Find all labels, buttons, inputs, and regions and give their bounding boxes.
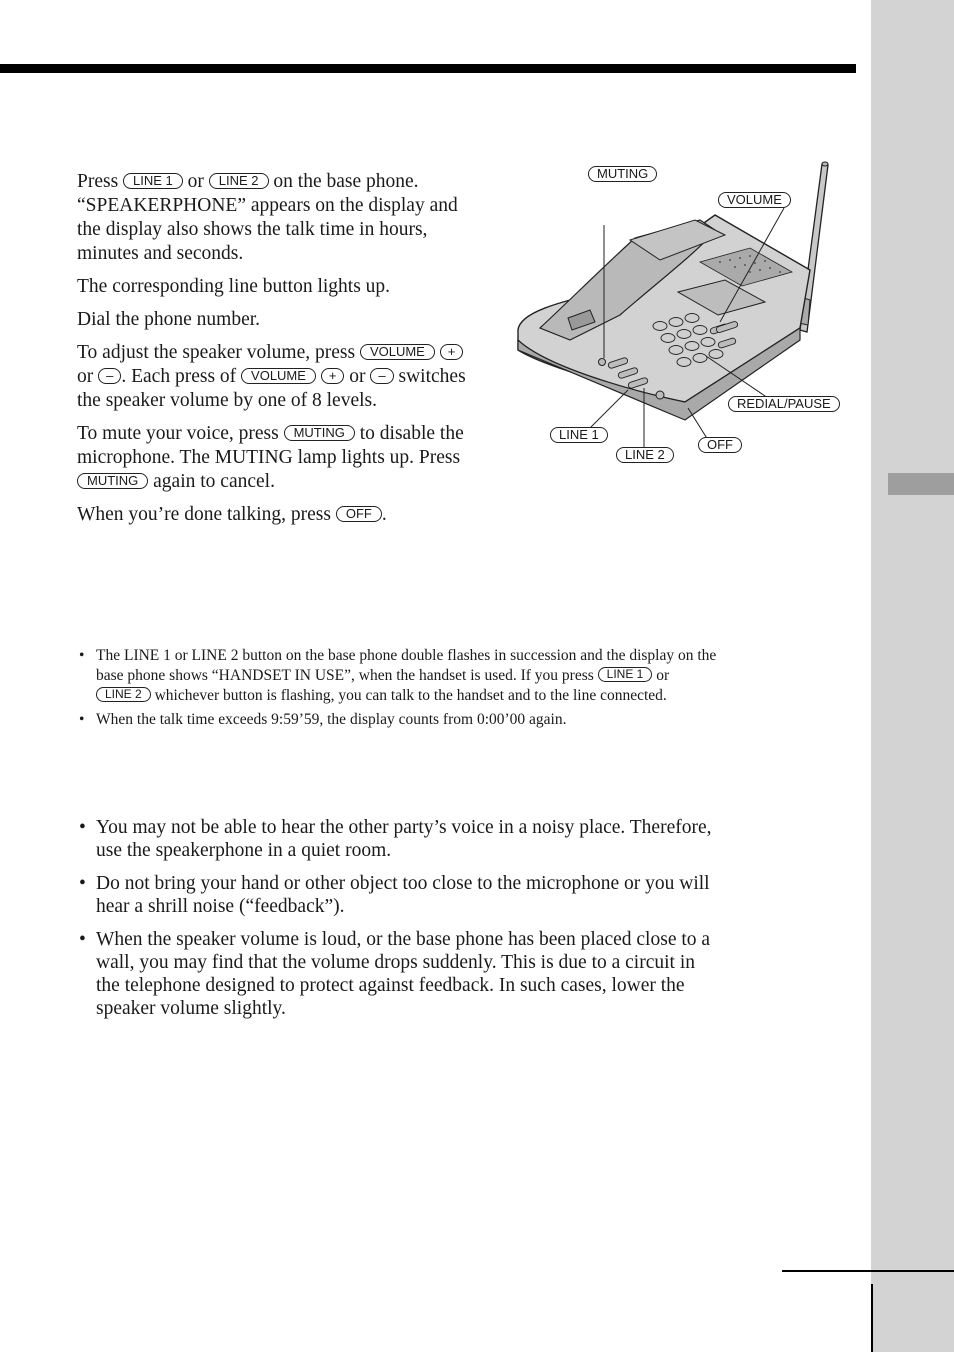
line2-key: LINE 2 bbox=[209, 173, 269, 189]
note-item: • When the talk time exceeds 9:59’59, the display counts from 0:00’00 again. bbox=[77, 710, 717, 730]
step-text: or bbox=[349, 366, 366, 387]
step-1-result: The corresponding line button lights up. bbox=[77, 276, 391, 297]
step-text: to disable the microphone. The MUTING lamp lights up. Press bbox=[77, 423, 464, 468]
volume-key: VOLUME bbox=[360, 344, 435, 360]
tip-item: • When the speaker volume is loud, or the base phone has been placed close to a wall, you may find that the volume drops suddenly. This is due to a circuit in the telephone designed to protect against feedback. In such cases, lower the speaker volume slightly. bbox=[77, 928, 722, 1020]
section-index-tab bbox=[888, 473, 954, 495]
line1-key: LINE 1 bbox=[123, 173, 183, 189]
step-text: or bbox=[187, 171, 204, 192]
step-text: or bbox=[77, 366, 94, 387]
step-text: switches the speaker volume by one of 8 levels. bbox=[77, 366, 466, 411]
notes-list bbox=[77, 646, 717, 734]
volume-key: VOLUME bbox=[241, 368, 316, 384]
muting-key: MUTING bbox=[77, 473, 148, 489]
callout-volume: VOLUME bbox=[718, 192, 791, 208]
phone-drawing bbox=[510, 150, 860, 470]
note-item bbox=[77, 646, 717, 706]
step-text: on the base phone. bbox=[273, 171, 419, 192]
callout-line1: LINE 1 bbox=[550, 427, 608, 443]
step-text: again to cancel. bbox=[153, 471, 275, 492]
off-key: OFF bbox=[336, 506, 382, 522]
plus-key: + bbox=[440, 344, 464, 360]
callout-redial-pause: REDIAL/PAUSE bbox=[728, 396, 840, 412]
step-text: To mute your voice, press bbox=[77, 423, 279, 444]
step-text: “SPEAKERPHONE” appears on the display and the display also shows the talk time in hours, minutes and seconds. bbox=[77, 195, 458, 264]
minus-key: – bbox=[98, 368, 121, 384]
side-margin-band bbox=[871, 0, 954, 1352]
callout-off: OFF bbox=[698, 437, 742, 453]
note-text: The LINE 1 or LINE 2 button on the base phone double flashes in succession and the display on the base phone shows “HANDSET IN USE”, when the handset is used. If you press bbox=[96, 647, 717, 684]
footer-rule bbox=[782, 1270, 954, 1272]
step-2: Dial the phone number. bbox=[77, 309, 261, 330]
callout-line2: LINE 2 bbox=[616, 447, 674, 463]
footer-divider bbox=[871, 1284, 873, 1352]
step-text: . bbox=[381, 504, 387, 525]
header-rule bbox=[0, 64, 856, 73]
step-4 bbox=[77, 422, 469, 494]
base-phone-illustration bbox=[510, 150, 860, 470]
minus-key: – bbox=[370, 368, 393, 384]
plus-key: + bbox=[321, 368, 345, 384]
line1-key: LINE 1 bbox=[598, 667, 653, 682]
step-5 bbox=[77, 503, 469, 527]
step-text: To adjust the speaker volume, press bbox=[77, 342, 356, 363]
note-text: or bbox=[656, 667, 670, 684]
step-text: When you’re done talking, press bbox=[77, 504, 331, 525]
step-text: Press bbox=[77, 171, 119, 192]
muting-key: MUTING bbox=[284, 425, 355, 441]
tip-item: • You may not be able to hear the other party’s voice in a noisy place. Therefore, use the speakerphone in a quiet room. bbox=[77, 816, 722, 862]
step-3 bbox=[77, 341, 469, 413]
instruction-steps bbox=[77, 170, 469, 536]
note-text: whichever button is flashing, you can talk to the handset and to the line connected. bbox=[154, 687, 667, 704]
callout-muting: MUTING bbox=[588, 166, 657, 182]
tips-list bbox=[77, 816, 722, 1030]
line2-key: LINE 2 bbox=[96, 687, 151, 702]
step-1 bbox=[77, 170, 469, 266]
tip-item: • Do not bring your hand or other object too close to the microphone or you will hear a shrill noise (“feedback”). bbox=[77, 872, 722, 918]
step-text: . Each press of bbox=[121, 366, 237, 387]
